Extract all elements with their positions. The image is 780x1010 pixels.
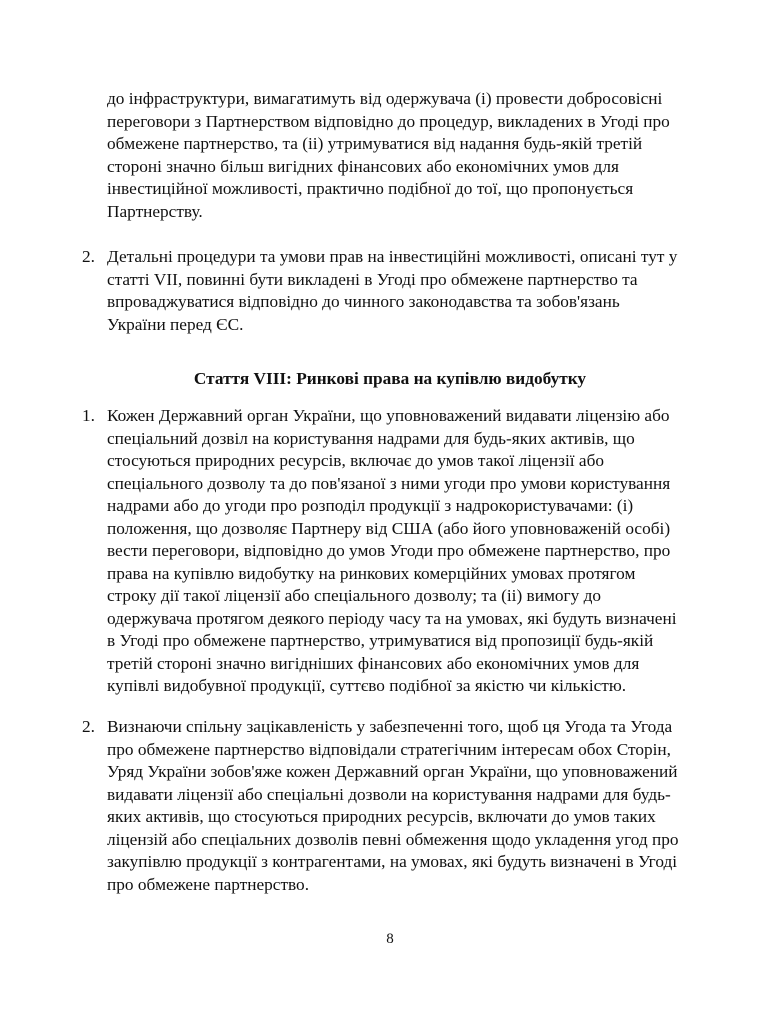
article-viii-heading: Стаття VIII: Ринкові права на купівлю видобутку (193, 369, 587, 388)
paragraph-line: строку дії такої ліцензії або спеціального дозволу; та (іі) вимогу до (107, 586, 602, 605)
list-number: 2. (82, 247, 95, 266)
list-number: 2. (82, 717, 95, 736)
article-viii-item-2 (82, 716, 707, 896)
paragraph-line: вести переговори, відповідно до умов Угоди про обмежене партнерство, про (107, 541, 671, 560)
article-vii-item-2 (82, 246, 707, 336)
paragraph-line: Партнерству. (107, 201, 203, 221)
paragraph-line: положення, що дозволяє Партнеру від США (або його уповноваженій особі) (107, 518, 671, 538)
paragraph-line: яких активів, що стосуються природних ресурсів, включати до умов таких (107, 807, 656, 826)
paragraph-line: Визнаючи спільну зацікавленість у забезпеченні того, щоб ця Угода та Угода (107, 717, 673, 736)
paragraph-line: статті VII, повинні бути викладені в Угоді про обмежене партнерство та (107, 269, 638, 289)
intro-paragraph (107, 88, 707, 223)
paragraph-line: про обмежене партнерство. (107, 874, 310, 894)
paragraph-line: спеціального дозволу та до пов'язаної з ними угоди про умови користування (107, 473, 671, 493)
paragraph-line: обмежене партнерство, та (іі) утримуватися від надання будь-якій третій (107, 134, 643, 153)
paragraph-line: спеціальний дозвіл на користування надрами для будь-яких активів, що (107, 428, 635, 448)
paragraph-line: права на купівлю видобутку на ринкових комерційних умовах протягом (107, 563, 636, 583)
list-number: 1. (82, 406, 95, 425)
list-item-text (107, 716, 707, 896)
paragraph-line: України перед ЄС. (107, 314, 244, 334)
paragraph-line: впроваджуватися відповідно до чинного законодавства та зобов'язань (107, 292, 620, 311)
paragraph-line: в Угоді про обмежене партнерство, утримуватися від пропозиції будь-якій (107, 631, 654, 650)
paragraph-line: Уряд України зобов'яже кожен Державний орган України, що уповноважений (107, 762, 678, 781)
list-item-text (107, 246, 707, 336)
paragraph-line: переговори з Партнерством відповідно до процедур, викладених в Угоді про (107, 111, 670, 131)
paragraph-line: купівлі видобувної продукції, суттєво подібної за якістю чи кількістю. (107, 676, 627, 695)
paragraph-line: ліцензій або спеціальних дозволів певні обмеження щодо укладення угод про (107, 829, 679, 849)
paragraph-line: закупівлю продукції з контрагентами, на умовах, які будуть визначені в Угоді (107, 852, 678, 871)
paragraph-line: до інфраструктури, вимагатимуть від одержувача (і) провести добросовісні (107, 89, 663, 108)
paragraph-line: Кожен Державний орган України, що уповноважений видавати ліцензію або (107, 406, 670, 425)
paragraph-line: про обмежене партнерство відповідали стратегічним інтересам обох Сторін, (107, 739, 671, 759)
paragraph-line: Детальні процедури та умови прав на інвестиційні можливості, описані тут у (107, 247, 678, 266)
page-number: 8 (386, 931, 394, 947)
article-viii-item-1 (82, 405, 707, 698)
paragraph-line: одержувача протягом деякого періоду часу та на умовах, які будуть визначені (107, 608, 677, 628)
paragraph-line: стороні значно більш вигідних фінансових або економічних умов для (107, 156, 619, 176)
paragraph-line: видавати ліцензії або спеціальні дозволи на користування надрами для будь- (107, 784, 671, 804)
paragraph-line: третій стороні значно вигідніших фінансових або економічних умов для (107, 653, 640, 673)
list-item-text (107, 405, 707, 698)
paragraph-line: інвестиційної можливості, практично подібної до тої, що пропонується (107, 179, 634, 198)
paragraph-line: надрами або до угоди про розподіл продукції з надрокористувачами: (і) (107, 496, 634, 515)
paragraph-line: стосуються природних ресурсів, включає до умов такої ліцензії або (107, 451, 605, 470)
